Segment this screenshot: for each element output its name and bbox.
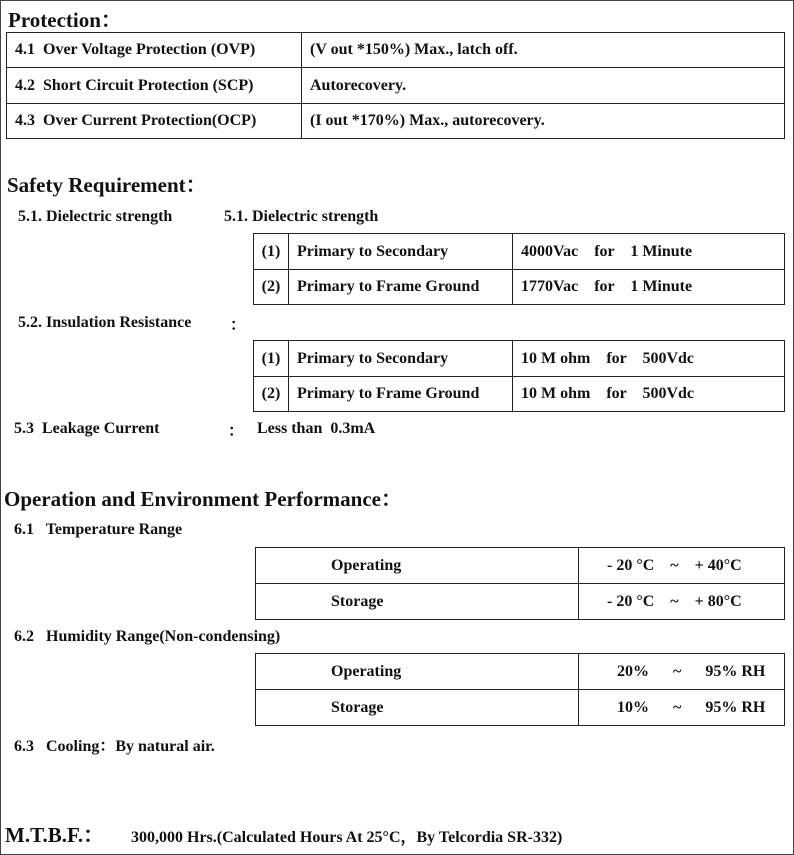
insulation-table [253,340,785,412]
cooling-label: 6.3 Cooling：By natural air. [14,738,215,755]
table-row [254,234,785,270]
test-item: Primary to Secondary [289,341,513,377]
test-value: 4000Vac [521,242,579,260]
table-row [254,270,785,305]
dielectric-table [253,233,785,305]
protection-title: Protection： [8,8,122,32]
test-value: 1770Vac [521,278,579,295]
ocp-value: (I out *170%) Max., autorecovery. [302,104,785,139]
test-condition [513,341,785,377]
leakage-colon: ： [228,423,245,440]
range-low: 20% [617,662,649,680]
condition-name: Storage [256,584,579,620]
test-condition [513,377,785,412]
table-row [7,33,785,68]
range-separator: ~ [670,556,679,574]
condition-name: Operating [256,548,579,584]
test-condition [513,270,785,305]
test-item: Primary to Secondary [289,234,513,270]
dielectric-label-repeat: 5.1. Dielectric strength [224,208,379,225]
mtbf-value: 300,000 Hrs.(Calculated Hours At 25°C，By Telcordia SR-332) [131,829,563,846]
test-duration: 1 Minute [630,278,693,295]
row-number: (2) [254,377,289,412]
scp-label: 4.2 Short Circuit Protection (SCP) [7,68,302,104]
ocp-label: 4.3 Over Current Protection(OCP) [7,104,302,139]
for-word: for [594,242,615,260]
temperature-table [255,547,785,620]
protection-table [6,32,785,139]
range-value [579,690,785,726]
leakage-value: Less than 0.3mA [257,420,376,437]
table-row [7,104,785,139]
row-number: (2) [254,270,289,305]
table-row [254,341,785,377]
scp-value: Autorecovery. [302,68,785,104]
condition-name: Operating [256,654,579,690]
test-value: 10 M ohm [521,349,591,367]
range-separator: ~ [673,662,682,680]
range-separator: ~ [673,698,682,716]
table-row [254,377,785,412]
range-high: 95% RH [705,698,766,716]
mtbf-label: M.T.B.F.： [5,823,105,847]
table-row [256,548,785,584]
table-row [256,690,785,726]
range-value [579,654,785,690]
table-row [7,68,785,104]
safety-title: Safety Requirement： [7,173,207,197]
row-number: (1) [254,234,289,270]
row-number: (1) [254,341,289,377]
test-duration: 500Vdc [642,349,695,367]
test-condition [513,234,785,270]
table-row [256,654,785,690]
range-high: 95% RH [705,662,766,680]
test-value: 10 M ohm [521,385,591,402]
for-word: for [606,385,627,402]
test-item: Primary to Frame Ground [289,377,513,412]
test-duration: 500Vdc [642,385,695,402]
operation-title: Operation and Environment Performance： [4,487,402,511]
range-high: + 40°C [694,556,742,574]
insulation-colon: ： [230,317,247,334]
for-word: for [594,278,615,295]
test-item: Primary to Frame Ground [289,270,513,305]
leakage-label: 5.3 Leakage Current [14,420,160,437]
test-duration: 1 Minute [630,242,693,260]
temperature-label: 6.1 Temperature Range [14,521,183,538]
dielectric-label: 5.1. Dielectric strength [18,208,173,225]
insulation-label: 5.2. Insulation Resistance [18,314,192,331]
range-value [579,584,785,620]
range-value [579,548,785,584]
range-low: - 20 °C [607,556,655,574]
range-low: - 20 °C [607,592,655,610]
ovp-label: 4.1 Over Voltage Protection (OVP) [7,33,302,68]
ovp-value: (V out *150%) Max., latch off. [302,33,785,68]
range-separator: ~ [670,592,679,610]
range-high: + 80°C [694,592,742,610]
condition-name: Storage [256,690,579,726]
range-low: 10% [617,698,649,716]
humidity-table [255,653,785,726]
for-word: for [606,349,627,367]
humidity-label: 6.2 Humidity Range(Non-condensing) [14,628,281,645]
table-row [256,584,785,620]
